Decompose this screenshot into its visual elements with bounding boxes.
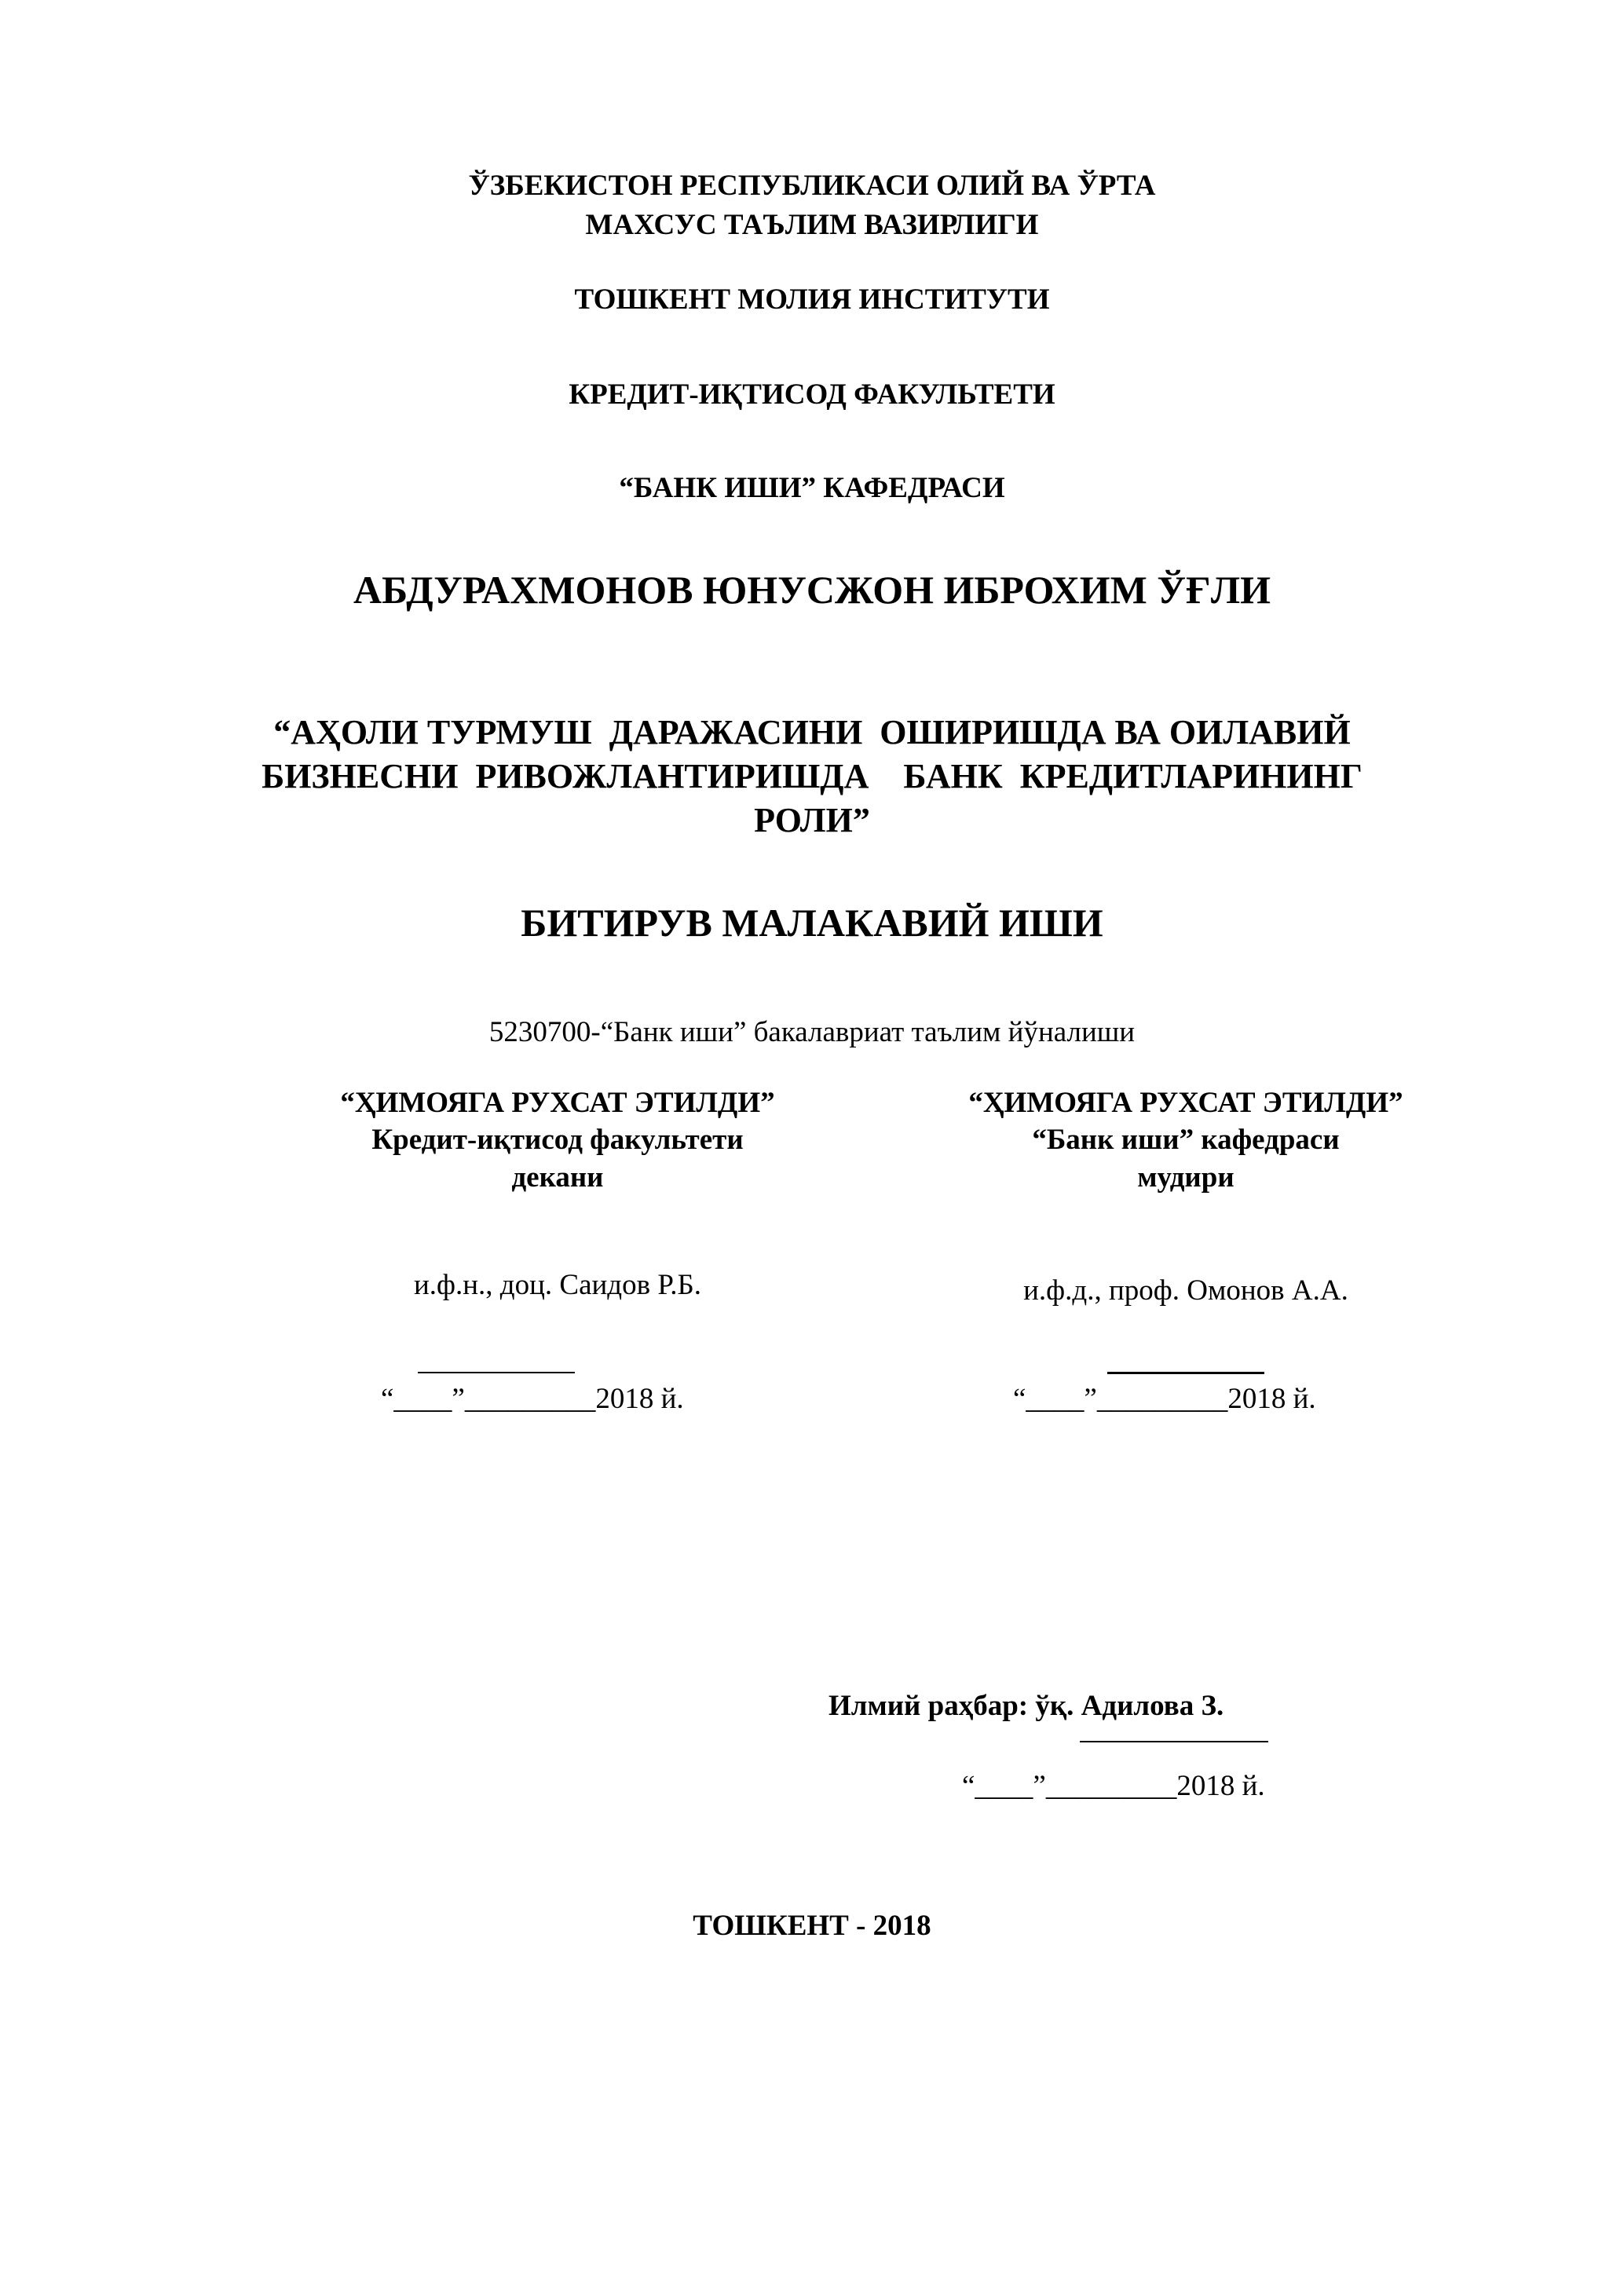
approval-right-position-2: мудири	[1137, 1161, 1234, 1194]
topic-line-2: БИЗНЕСНИ РИВОЖЛАНТИРИШДА БАНК КРЕДИТЛАРИНИНГ	[262, 757, 1362, 795]
topic-line-1: “АҲОЛИ ТУРМУШ ДАРАЖАСИНИ ОШИРИШДА ВА ОИЛАВИЙ	[273, 713, 1351, 751]
approval-left-position-2: декани	[511, 1161, 604, 1194]
approval-right-signature-line	[1107, 1372, 1264, 1374]
approval-right-date: “____”_________2018 й.	[1013, 1383, 1316, 1415]
ministry-line-1: ЎЗБЕКИСТОН РЕСПУБЛИКАСИ ОЛИЙ ВА ЎРТА	[468, 170, 1156, 202]
approval-right-permit: “ҲИМОЯГА РУХСАТ ЭТИЛДИ”	[968, 1087, 1403, 1119]
approval-left-signature-line	[418, 1372, 575, 1373]
approval-left-name: и.ф.н., доц. Саидов Р.Б.	[413, 1269, 702, 1301]
supervisor-date: “____”_________2018 й.	[962, 1770, 1265, 1802]
faculty-name: КРЕДИТ-ИҚТИСОД ФАКУЛЬТЕТИ	[569, 378, 1055, 411]
ministry-line-2: МАХСУС ТАЪЛИМ ВАЗИРЛИГИ	[585, 209, 1039, 241]
topic-line-3: РОЛИ”	[754, 801, 870, 839]
approval-right-name: и.ф.д., проф. Омонов А.А.	[1023, 1274, 1348, 1307]
work-type: БИТИРУВ МАЛАКАВИЙ ИШИ	[521, 901, 1103, 945]
approval-right	[927, 1085, 1445, 1197]
thesis-topic	[0, 711, 1624, 843]
supervisor: Илмий раҳбар: ўқ. Адилова З.	[828, 1690, 1224, 1722]
author-name: АБДУРАХМОНОВ ЮНУСЖОН ИБРОХИМ ЎҒЛИ	[353, 568, 1271, 612]
approval-left	[298, 1085, 817, 1197]
department-name: “БАНК ИШИ” КАФЕДРАСИ	[619, 472, 1005, 504]
approval-right-position-1: “Банк иши” кафедраси	[1032, 1124, 1340, 1156]
study-direction: 5230700-“Банк иши” бакалавриат таълим йўналиши	[488, 1016, 1136, 1048]
approval-left-date: “____”_________2018 й.	[381, 1383, 684, 1415]
city-year: ТОШКЕНТ - 2018	[693, 1910, 931, 1942]
approval-left-position-1: Кредит-иқтисод факультети	[371, 1124, 744, 1156]
approval-left-permit: “ҲИМОЯГА РУХСАТ ЭТИЛДИ”	[340, 1087, 775, 1119]
ministry-name	[0, 166, 1624, 245]
supervisor-signature-line	[1080, 1741, 1268, 1742]
institute-name: ТОШКЕНТ МОЛИЯ ИНСТИТУТИ	[574, 283, 1050, 316]
